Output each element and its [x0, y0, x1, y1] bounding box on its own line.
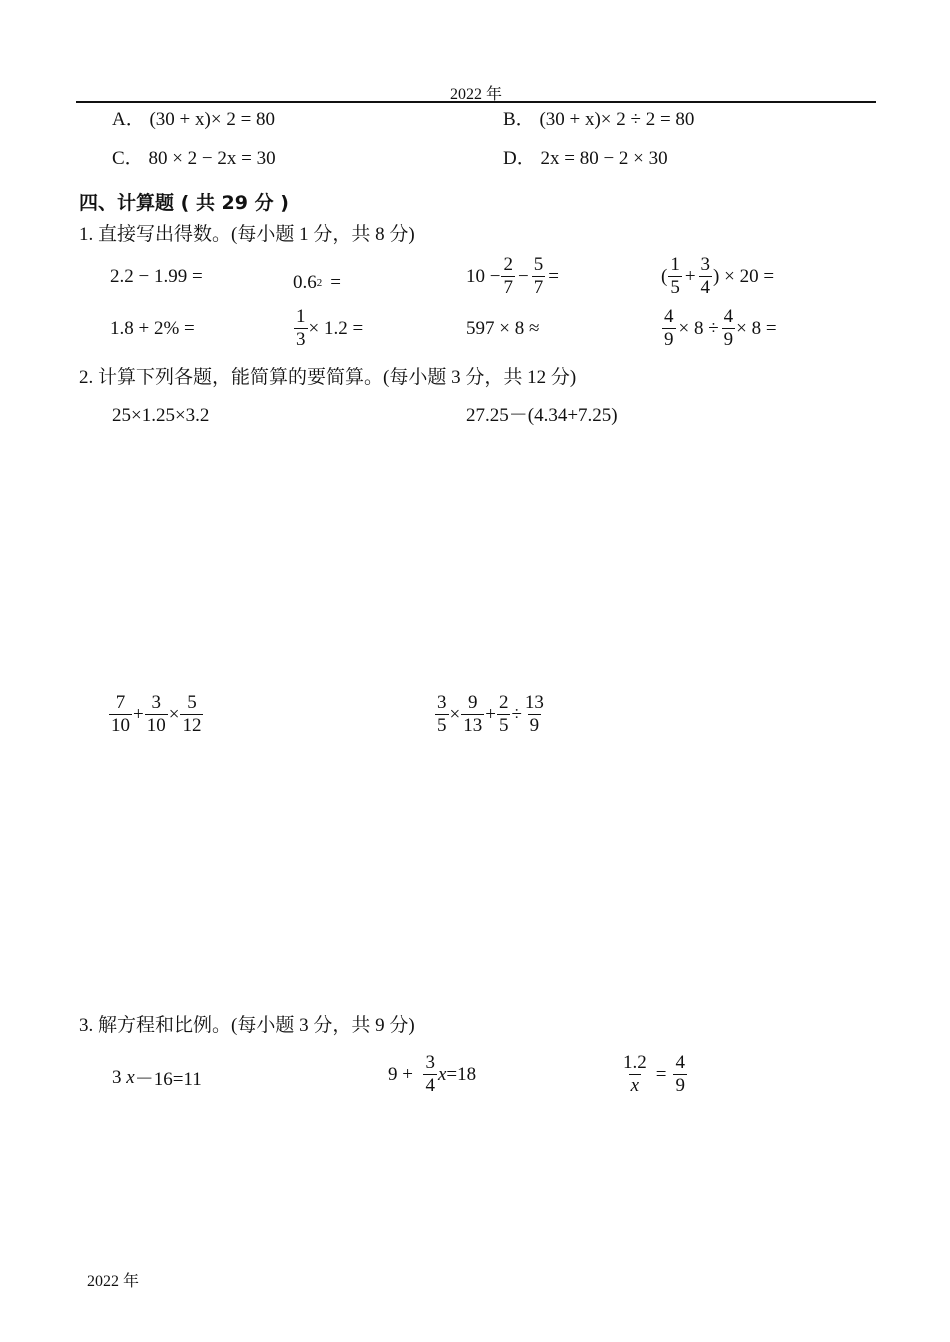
denominator: 4 — [700, 277, 711, 298]
expr-text: 3 — [112, 1066, 122, 1088]
denominator: 7 — [503, 277, 513, 298]
expr-text: 597 × 8 ≈ — [466, 318, 540, 339]
equals-sign: = — [548, 265, 559, 287]
expr-text: 2.2 − 1.99 = — [110, 266, 203, 287]
footer-year: 2022 年 — [87, 1273, 140, 1290]
option-c — [112, 148, 276, 170]
q2-problem-4 — [434, 692, 547, 737]
option-expr: (30 + x)× 2 = 80 — [149, 109, 276, 130]
fraction — [699, 254, 713, 299]
option-label: B． — [503, 109, 535, 130]
equals-sign: = — [655, 1063, 667, 1085]
expr-text: 9 + — [388, 1063, 413, 1085]
numerator: 1 — [670, 254, 680, 275]
q1-item-h — [661, 306, 777, 351]
operator: × — [449, 703, 461, 725]
q1-item-a — [110, 266, 203, 288]
q1-item-c — [466, 254, 561, 299]
denominator: 9 — [723, 329, 734, 350]
q1-item-f — [293, 306, 363, 351]
option-a — [112, 109, 275, 131]
denominator: x — [630, 1075, 640, 1096]
operator: × — [168, 703, 180, 725]
denominator: 5 — [437, 715, 447, 736]
q1-title: 1. 直接写出得数。(每小题 1 分，共 8 分) — [79, 224, 415, 245]
fraction — [497, 692, 511, 737]
fraction — [145, 692, 168, 737]
denominator: 12 — [182, 715, 202, 736]
fraction — [294, 306, 308, 351]
numerator: 13 — [524, 692, 544, 713]
q2-problem-1: 25×1.25×3.2 — [112, 405, 210, 426]
expr-text: 0.6 — [293, 272, 317, 293]
denominator: 9 — [675, 1075, 685, 1096]
numerator: 3 — [700, 254, 711, 275]
variable: x — [126, 1066, 135, 1088]
option-label: C． — [112, 148, 144, 169]
expr-text: × 1.2 = — [308, 317, 364, 339]
fraction — [435, 692, 449, 737]
exponent: 2 — [316, 277, 323, 289]
denominator: 10 — [111, 715, 130, 736]
header-year: 2022 年 — [450, 86, 503, 103]
fraction — [722, 306, 736, 351]
section-title — [79, 188, 289, 215]
denominator: 10 — [146, 715, 166, 736]
expr-text: 10 − — [466, 265, 501, 287]
expr-text: －16=11 — [134, 1069, 202, 1090]
denominator: 13 — [463, 715, 483, 736]
expr-text: × 8 ÷ — [678, 317, 719, 339]
paren: ( — [661, 265, 668, 287]
fraction — [621, 1052, 649, 1097]
q2-title: 2. 计算下列各题，能简算的要简算。(每小题 3 分，共 12 分) — [79, 367, 577, 388]
denominator: 5 — [498, 715, 509, 736]
equals-sign: = — [330, 272, 341, 293]
expr-text: =18 — [446, 1063, 477, 1085]
variable: x — [437, 1063, 447, 1085]
fraction — [673, 1052, 687, 1097]
numerator: 3 — [437, 692, 447, 713]
numerator: 5 — [187, 692, 197, 713]
q3-equation-2 — [388, 1052, 476, 1097]
section-title-text: 四、计算题 — [79, 192, 175, 214]
expr-text: ) × 20 = — [713, 265, 775, 287]
denominator: 7 — [533, 277, 544, 298]
q1-item-e — [110, 318, 195, 340]
option-b — [503, 109, 694, 131]
option-label: A． — [112, 109, 145, 130]
q3-equation-3 — [620, 1052, 688, 1097]
operator: + — [133, 703, 144, 725]
numerator: 1 — [296, 306, 306, 327]
fraction — [523, 692, 546, 737]
fraction — [461, 692, 484, 737]
numerator: 3 — [425, 1052, 435, 1073]
option-expr: (30 + x)× 2 ÷ 2 = 80 — [539, 109, 695, 130]
q1-item-d — [661, 254, 774, 299]
numerator: 9 — [467, 692, 478, 713]
numerator: 2 — [503, 254, 513, 275]
fraction — [532, 254, 546, 299]
fraction — [109, 692, 132, 737]
operator: + — [684, 265, 696, 287]
q2-problem-3 — [108, 692, 204, 737]
numerator: 4 — [723, 306, 734, 327]
denominator: 3 — [296, 329, 306, 350]
expr-text: 1.8 + 2% = — [110, 318, 195, 339]
denominator: 5 — [670, 277, 680, 298]
header-rule — [76, 101, 876, 103]
q1-item-g — [466, 318, 539, 340]
fraction — [668, 254, 682, 299]
numerator: 7 — [115, 692, 126, 713]
option-d — [503, 148, 668, 170]
q2-problem-2: 27.25－(4.34+7.25) — [466, 405, 618, 426]
numerator: 4 — [675, 1052, 685, 1073]
numerator: 4 — [664, 306, 674, 327]
numerator: 5 — [533, 254, 544, 275]
fraction — [180, 692, 203, 737]
section-score: ( 共 29 分 ) — [180, 192, 289, 214]
fraction — [423, 1052, 437, 1097]
q3-equation-1 — [112, 1064, 202, 1091]
option-expr: 2x = 80 − 2 × 30 — [540, 148, 668, 169]
option-expr: 80 × 2 − 2x = 30 — [148, 148, 276, 169]
fraction — [662, 306, 676, 351]
q1-item-b — [293, 272, 341, 294]
numerator: 1.2 — [623, 1052, 647, 1073]
denominator: 9 — [529, 715, 540, 736]
option-label: D． — [503, 148, 536, 169]
numerator: 2 — [498, 692, 509, 713]
operator: + — [485, 703, 496, 725]
numerator: 3 — [151, 692, 161, 713]
operator: − — [517, 265, 529, 287]
fraction — [501, 254, 515, 299]
q3-title: 3. 解方程和比例。(每小题 3 分，共 9 分) — [79, 1015, 415, 1036]
denominator: 4 — [425, 1075, 435, 1096]
operator: ÷ — [511, 703, 522, 725]
expr-text: × 8 = — [736, 317, 777, 339]
denominator: 9 — [664, 329, 674, 350]
